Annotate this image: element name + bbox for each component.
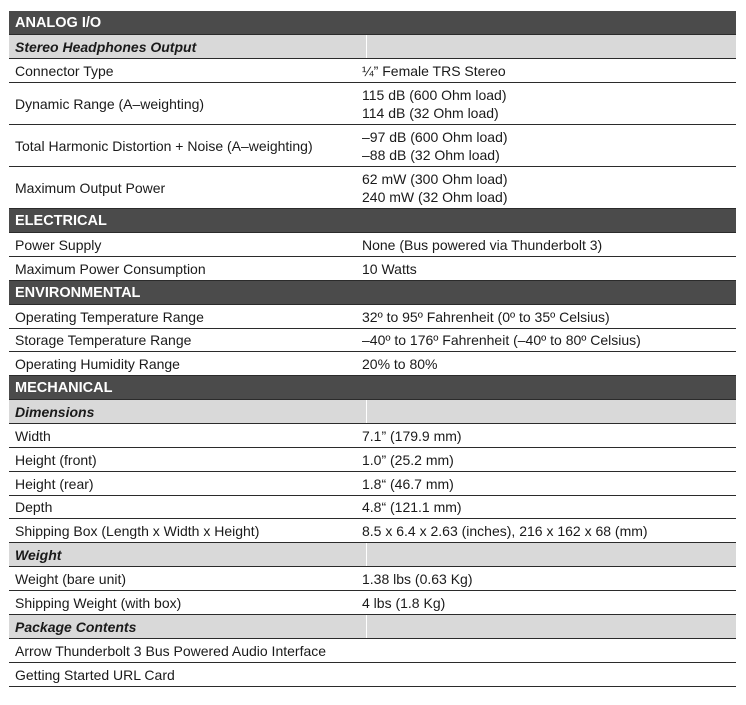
- spec-value: 8.5 x 6.4 x 2.63 (inches), 216 x 162 x 68 (mm): [362, 522, 648, 539]
- section-title: ANALOG I/O: [15, 14, 102, 31]
- spec-label: Maximum Output Power: [15, 179, 166, 196]
- spec-value: 32º to 95º Fahrenheit (0º to 35º Celsius): [362, 308, 610, 325]
- subsection-title: Stereo Headphones Output: [15, 35, 367, 58]
- spec-label: Maximum Power Consumption: [15, 260, 206, 277]
- spec-value: 4 lbs (1.8 Kg): [362, 594, 446, 611]
- section-title: ELECTRICAL: [15, 212, 107, 229]
- section-header-electrical: [9, 209, 736, 233]
- section-header-analog: [9, 11, 736, 35]
- spec-label: Getting Started URL Card: [15, 666, 175, 683]
- spec-label: Height (front): [15, 451, 97, 468]
- spec-label: Height (rear): [15, 475, 94, 492]
- spec-label: Arrow Thunderbolt 3 Bus Powered Audio Interface: [15, 642, 327, 659]
- spec-value: 1.8“ (46.7 mm): [362, 475, 454, 492]
- spec-value: 1.38 lbs (0.63 Kg): [362, 570, 473, 587]
- subsection-header-headphones: [9, 35, 736, 59]
- table-row: [9, 305, 736, 329]
- spec-label: Shipping Box (Length x Width x Height): [15, 522, 260, 539]
- table-row: [9, 424, 736, 448]
- spec-value: 1.0” (25.2 mm): [362, 451, 454, 468]
- spec-label: Shipping Weight (with box): [15, 594, 182, 611]
- section-header-environmental: [9, 281, 736, 305]
- spec-value: [362, 170, 736, 206]
- table-row: [9, 519, 736, 543]
- spec-table: [9, 11, 736, 687]
- spec-label: Storage Temperature Range: [15, 332, 192, 348]
- spec-value-line: 115 dB (600 Ohm load): [362, 86, 507, 103]
- spec-value-line: 240 mW (32 Ohm load): [362, 188, 508, 205]
- spec-value-line: 114 dB (32 Ohm load): [362, 104, 499, 121]
- table-row: [9, 125, 736, 167]
- table-row: [9, 663, 736, 687]
- spec-value-line: 62 mW (300 Ohm load): [362, 170, 508, 187]
- spec-value-line: –88 dB (32 Ohm load): [362, 146, 500, 163]
- table-row: [9, 83, 736, 125]
- table-row: [9, 496, 736, 519]
- spec-value-line: ¼” Female TRS Stereo: [362, 62, 506, 79]
- table-row: [9, 448, 736, 472]
- subsection-header-package: [9, 615, 736, 639]
- spec-label: Operating Humidity Range: [15, 355, 180, 372]
- spec-value: None (Bus powered via Thunderbolt 3): [362, 236, 603, 253]
- table-row: [9, 472, 736, 496]
- table-row: [9, 167, 736, 209]
- spec-label: Operating Temperature Range: [15, 308, 204, 325]
- spec-value: [362, 62, 736, 80]
- table-row: [9, 257, 736, 281]
- spec-label: Width: [15, 427, 51, 444]
- table-row: [9, 329, 736, 352]
- section-header-mechanical: [9, 376, 736, 400]
- subsection-header-dimensions: [9, 400, 736, 424]
- subsection-title: Package Contents: [15, 615, 367, 638]
- spec-label: Depth: [15, 499, 53, 515]
- spec-value-line: –97 dB (600 Ohm load): [362, 128, 508, 145]
- spec-value: –40º to 176º Fahrenheit (–40º to 80º Celsius): [362, 332, 641, 348]
- table-row: [9, 59, 736, 83]
- table-row: [9, 352, 736, 376]
- spec-value: 10 Watts: [362, 260, 417, 277]
- table-row: [9, 591, 736, 615]
- section-title: MECHANICAL: [15, 379, 113, 396]
- subsection-header-weight: [9, 543, 736, 567]
- spec-value: 4.8“ (121.1 mm): [362, 499, 462, 515]
- spec-label: Power Supply: [15, 236, 102, 253]
- spec-label: Dynamic Range (A–weighting): [15, 95, 205, 112]
- section-title: ENVIRONMENTAL: [15, 284, 141, 301]
- spec-label: Connector Type: [15, 62, 114, 79]
- table-row: [9, 233, 736, 257]
- spec-value: [362, 86, 736, 122]
- spec-label: Total Harmonic Distortion + Noise (A–weighting): [15, 137, 313, 154]
- spec-value: 7.1” (179.9 mm): [362, 427, 462, 444]
- subsection-title: Weight: [15, 543, 367, 566]
- table-row: [9, 567, 736, 591]
- table-row: [9, 639, 736, 663]
- spec-value: 20% to 80%: [362, 355, 438, 372]
- spec-value: [362, 128, 736, 164]
- subsection-title: Dimensions: [15, 400, 367, 423]
- spec-label: Weight (bare unit): [15, 570, 127, 587]
